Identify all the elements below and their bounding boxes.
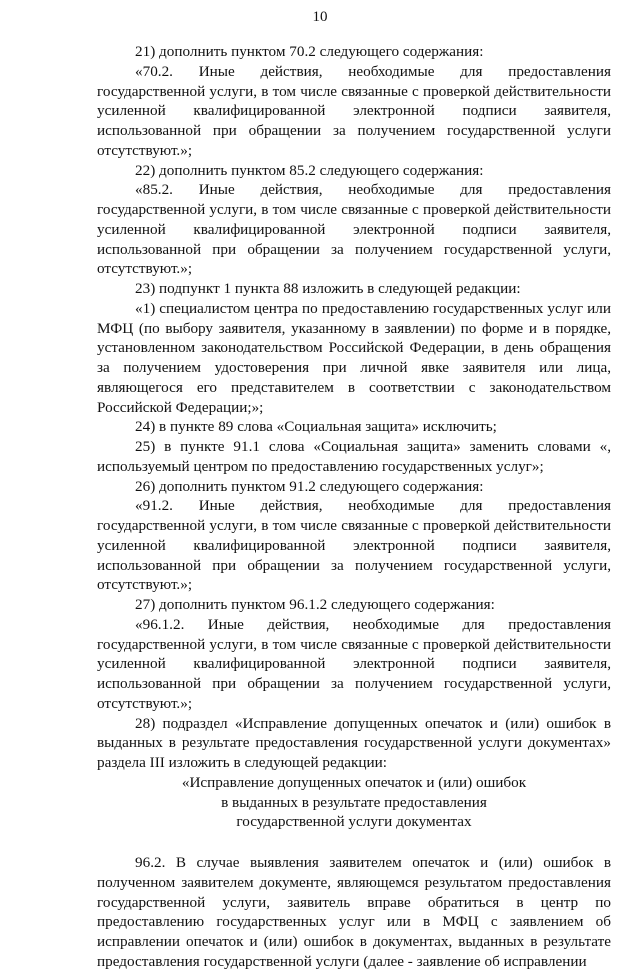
amendment-21: 21) дополнить пунктом 70.2 следующего содержания: [135,43,484,60]
clause-70-2: «70.2. Иные действия, необходимые для предоставления государственной услуги, в том числе связанные с проверкой действительности усиленной квалифицированной электронной подписи заявителя, использованной при обращении за получением государственной услуги отсутствуют.»; [97,62,611,159]
clause-96-2: 96.2. В случае выявления заявителем опечаток и (или) ошибок в полученном заявителем документе, являющемся результатом предоставления государственной услуги, заявитель вправе обратиться в центр по предоставлению государственных услуг или в МФЦ с заявлением об исправлении опечаток и (или) ошибок в документах, выданных в результате предоставления государственной услуги (далее - заявление об исправлении [97,854,611,970]
clause-91-2: «91.2. Иные действия, необходимые для предоставления государственной услуги, в том числе связанные с проверкой действительности усиленной квалифицированной электронной подписи заявителя, использованной при обращении за получением государственной услуги, отсутствуют.»; [97,497,611,594]
amendment-26: 26) дополнить пунктом 91.2 следующего содержания: [135,477,484,495]
amendment-25: 25) в пункте 91.1 слова «Социальная защита» заменить словами «, используемый центром по предоставлению государственных услуг»; [97,438,611,475]
subsection-heading-line: «Исправление допущенных опечаток и (или) ошибок [181,773,527,791]
subsection-heading [97,773,611,832]
subsection-heading-line: государственной услуги документах [236,813,472,831]
amendment-22: 22) дополнить пунктом 85.2 следующего содержания: [135,161,484,179]
subsection-heading-line: в выданных в результате предоставления [221,793,487,811]
clause-85-2: «85.2. Иные действия, необходимые для предоставления государственной услуги, в том числе связанные с проверкой действительности усиленной квалифицированной электронной подписи заявителя, использованной при обращении за получением государственной услуги, отсутствуют.»; [97,181,611,278]
document-body [97,42,611,972]
subclause-88-1: «1) специалистом центра по предоставлению государственных услуг или МФЦ (по выбору заявителя, указанному в заявлении) по форме и в порядке, установленном законодательством Российской Федерации, в день обращения за получением удостоверения при личной явке заявителя или лица, являющегося его представителем в соответствии с законодательством Российской Федерации;»; [97,299,611,416]
amendment-27: 27) дополнить пунктом 96.1.2 следующего содержания: [135,596,495,613]
amendment-24: 24) в пункте 89 слова «Социальная защита» исключить; [135,418,497,436]
amendment-23: 23) подпункт 1 пункта 88 изложить в следующей редакции: [135,280,521,297]
page-number: 10 [312,9,328,25]
clause-96-1-2: «96.1.2. Иные действия, необходимые для предоставления государственной услуги, в том числе связанные с проверкой действительности усиленной квалифицированной электронной подписи заявителя, использованной при обращении за получением государственной услуги, отсутствуют.»; [97,615,611,712]
amendment-28: 28) подраздел «Исправление допущенных опечаток и (или) ошибок в выданных в результате предоставления государственной услуги документах» раздела III изложить в следующей редакции: [97,714,611,771]
